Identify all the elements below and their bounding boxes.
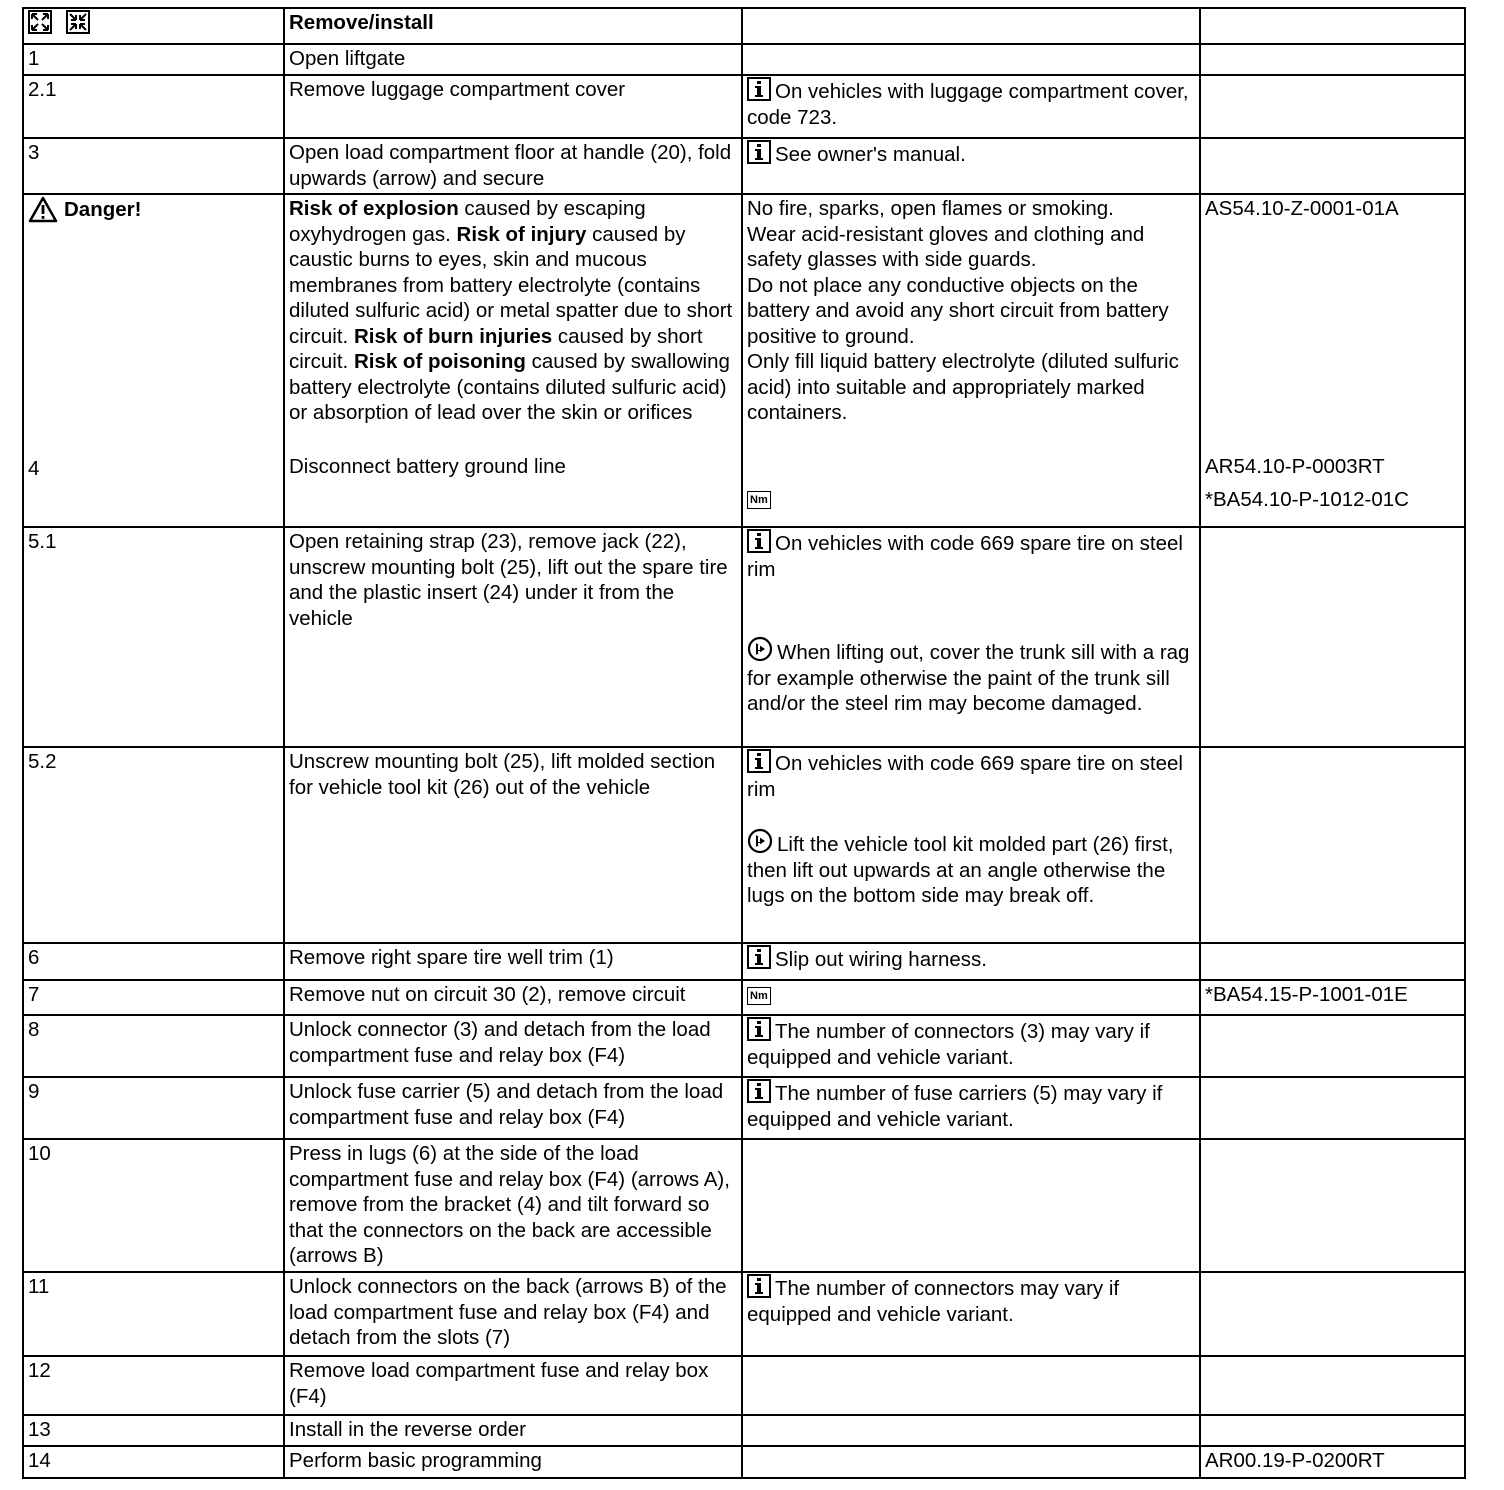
info-icon — [747, 1079, 771, 1103]
table-row — [23, 1446, 1465, 1478]
step-number: 9 — [23, 1077, 284, 1139]
step-note: Slip out wiring harness. — [742, 943, 1200, 980]
step-number: 2.1 — [23, 75, 284, 138]
step-number: 5.2 — [23, 747, 284, 943]
table-row — [23, 943, 1465, 980]
table-row — [23, 1015, 1465, 1077]
step-number: 11 — [23, 1272, 284, 1356]
step-action: Open liftgate — [284, 44, 742, 75]
info-icon — [747, 529, 771, 553]
doc-reference: *BA54.10-P-1012-01C — [1205, 488, 1409, 511]
table-row — [23, 747, 1465, 943]
step-number: 14 — [23, 1446, 284, 1478]
step-note: On vehicles with code 669 spare tire on steel rim When lifting out, cover the trunk sill with a rag for example otherwise the paint of the trunk sill and/or the steel rim may become damaged. — [742, 527, 1200, 747]
step-action: Unlock connector (3) and detach from the load compartment fuse and relay box (F4) — [284, 1015, 742, 1077]
caution-icon — [747, 828, 773, 854]
doc-reference: AR00.19-P-0200RT — [1200, 1446, 1465, 1478]
info-icon — [747, 945, 771, 969]
info-icon — [747, 749, 771, 773]
step-action: Unlock fuse carrier (5) and detach from the load compartment fuse and relay box (F4) — [284, 1077, 742, 1139]
doc-reference: *BA54.15-P-1001-01E — [1200, 980, 1465, 1015]
table-row — [23, 1272, 1465, 1356]
step-note: The number of connectors (3) may vary if equipped and vehicle variant. — [742, 1015, 1200, 1077]
header-empty-4 — [1200, 8, 1465, 44]
step-action: Unscrew mounting bolt (25), lift molded section for vehicle tool kit (26) out of the vehicle — [284, 747, 742, 943]
step-action: Remove right spare tire well trim (1) — [284, 943, 742, 980]
note-text: On vehicles with luggage compartment cover, code 723. — [747, 80, 1189, 129]
step-action: Remove luggage compartment cover — [284, 75, 742, 138]
danger-row — [23, 194, 1465, 527]
step-note — [742, 980, 1200, 1015]
info-icon — [747, 140, 771, 164]
step-number: 6 — [23, 943, 284, 980]
step-number: 12 — [23, 1356, 284, 1415]
step-note: The number of fuse carriers (5) may vary if equipped and vehicle variant. — [742, 1077, 1200, 1139]
danger-label: Danger! — [28, 196, 141, 223]
step-action: Perform basic programming — [284, 1446, 742, 1478]
table-row — [23, 1356, 1465, 1415]
table-row — [23, 138, 1465, 194]
info-icon — [747, 1274, 771, 1298]
caution-icon — [747, 636, 773, 662]
info-icon — [747, 1017, 771, 1041]
step-number: 5.1 — [23, 527, 284, 747]
table-row — [23, 1415, 1465, 1446]
step-action: Unlock connectors on the back (arrows B) of the load compartment fuse and relay box (F4) and detach from the slots (7) — [284, 1272, 742, 1356]
danger-notes-cell: No fire, sparks, open flames or smoking. Wear acid-resistant gloves and clothing and safety glasses with side guards. Do not place any conductive objects on the battery and avoid any short circuit from battery positive to ground. Only fill liquid battery electrolyte (diluted sulfuric acid) into suitable and appropriately marked containers. Nm — [742, 194, 1200, 527]
step-action: Disconnect battery ground line — [289, 455, 566, 478]
note-text: See owner's manual. — [775, 143, 966, 166]
info-icon — [747, 77, 771, 101]
danger-text-cell: Risk of explosion caused by escaping oxyhydrogen gas. Risk of injury caused by caustic burns to eyes, skin and mucous membranes from battery electrolyte (contains diluted sulfuric acid) or metal spatter due to short circuit. Risk of burn injuries caused by short circuit. Risk of poisoning caused by swallowing battery electrolyte (contains diluted sulfuric acid) or absorption of lead over the skin or orifices Disconnect battery ground line — [284, 194, 742, 527]
torque-icon: Nm — [747, 491, 771, 509]
step-number: 8 — [23, 1015, 284, 1077]
step-number: 4 — [28, 457, 40, 480]
table-row — [23, 44, 1465, 75]
step-number: 7 — [23, 980, 284, 1015]
header-icons-cell — [23, 8, 284, 44]
step-note — [742, 75, 1200, 138]
step-note — [742, 138, 1200, 194]
remove-icon — [28, 10, 52, 34]
step-action: Remove nut on circuit 30 (2), remove circuit — [284, 980, 742, 1015]
step-action: Open retaining strap (23), remove jack (22), unscrew mounting bolt (25), lift out the spare tire and the plastic insert (24) under it from the vehicle — [284, 527, 742, 747]
step-number: 3 — [23, 138, 284, 194]
step-number: 10 — [23, 1139, 284, 1272]
table-row — [23, 1077, 1465, 1139]
header-row — [23, 8, 1465, 44]
step-action: Remove load compartment fuse and relay box (F4) — [284, 1356, 742, 1415]
step-note: The number of connectors may vary if equipped and vehicle variant. — [742, 1272, 1200, 1356]
table-row — [23, 75, 1465, 138]
procedure-table — [22, 7, 1466, 1479]
step-number: 1 — [23, 44, 284, 75]
install-icon — [66, 10, 90, 34]
step-action: Install in the reverse order — [284, 1415, 742, 1446]
table-row — [23, 980, 1465, 1015]
doc-reference: AR54.10-P-0003RT — [1205, 455, 1385, 478]
step-action: Press in lugs (6) at the side of the load compartment fuse and relay box (F4) (arrows A), remove from the bracket (4) and tilt forward so that the connectors on the back are accessible (arrows B) — [284, 1139, 742, 1272]
step-action: Open load compartment floor at handle (20), fold upwards (arrow) and secure — [284, 138, 742, 194]
header-title: Remove/install — [284, 8, 742, 44]
header-empty-3 — [742, 8, 1200, 44]
danger-ref-cell — [1200, 194, 1465, 527]
table-row — [23, 527, 1465, 747]
warning-icon — [28, 196, 58, 223]
table-row — [23, 1139, 1465, 1272]
danger-cell — [23, 194, 284, 527]
step-number: 13 — [23, 1415, 284, 1446]
torque-icon: Nm — [747, 987, 771, 1005]
step-note: On vehicles with code 669 spare tire on steel rim Lift the vehicle tool kit molded part (26) first, then lift out upwards at an angle otherwise the lugs on the bottom side may break off. — [742, 747, 1200, 943]
doc-reference: AS54.10-Z-0001-01A — [1205, 197, 1399, 220]
